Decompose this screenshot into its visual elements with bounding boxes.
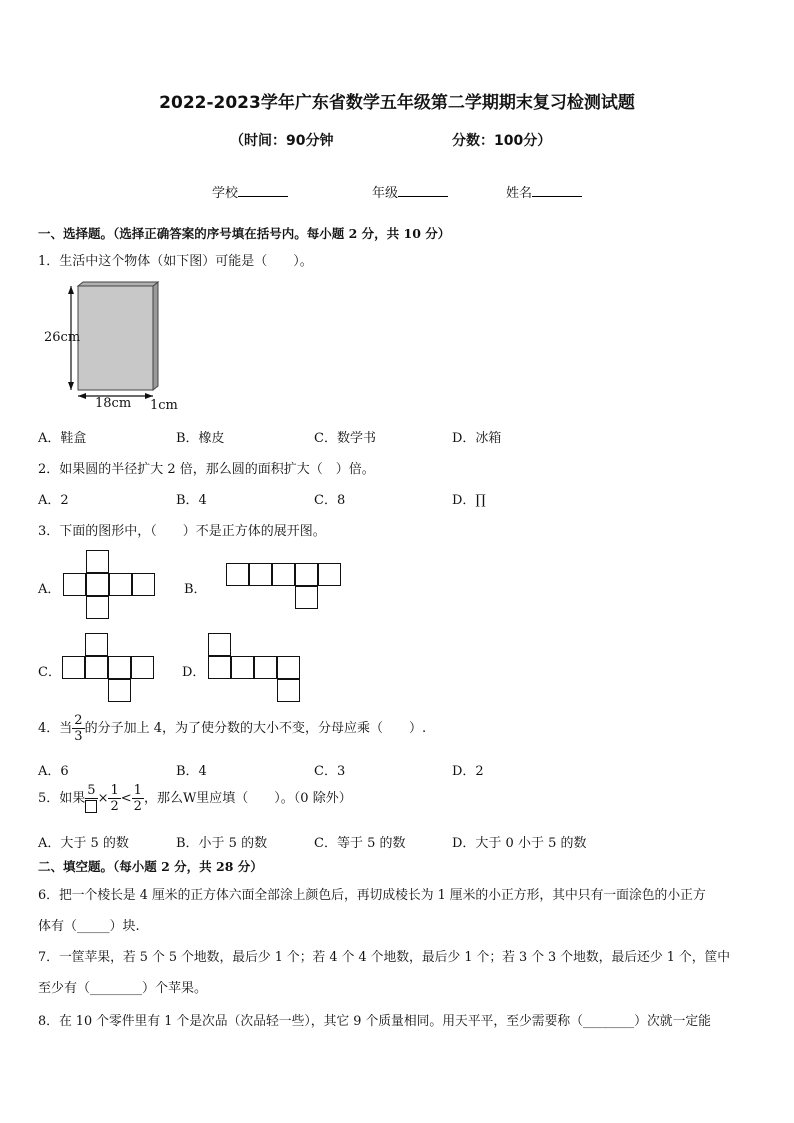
q5-f2-num: 1: [110, 783, 119, 798]
section1-heading: 一、选择题。（选择正确答案的序号填在括号内。每小题 2 分，共 10 分）: [38, 226, 451, 241]
q6-line1: 6．把一个棱长是 4 厘米的正方体六面全部涂上颜色后，再切成棱长为 1 厘米的小正方形，其中只有一面涂色的小正方: [38, 888, 706, 903]
q5-fraction-2: [108, 784, 120, 813]
q5-f3-num: 1: [133, 783, 142, 798]
page-title: 2022-2023学年广东省数学五年级第二学期期末复习检测试题: [159, 93, 635, 113]
q4-option-b[interactable]: B．4: [176, 764, 207, 779]
q1-height-label: 26cm: [44, 330, 81, 345]
school-blank[interactable]: [238, 184, 288, 197]
q5-option-c[interactable]: C．等于 5 的数: [314, 836, 406, 851]
q2-option-c[interactable]: C．8: [314, 493, 346, 508]
exam-time: （时间：90分钟: [230, 133, 334, 149]
q1-width-label: 18cm: [95, 396, 132, 411]
grade-label: 年级: [372, 186, 399, 201]
q5-text: [38, 784, 352, 813]
q5-fraction-1: [85, 784, 97, 813]
q5-f1-num: 5: [87, 783, 96, 798]
q2-option-b[interactable]: B．4: [176, 493, 207, 508]
q1-text: 1．生活中这个物体（如下图）可能是（ ）。: [38, 254, 313, 269]
q1-option-b[interactable]: B．橡皮: [176, 431, 225, 446]
q4-suffix: 的分子加上 4，为了使分数的大小不变，分母应乘（ ）.: [84, 721, 427, 736]
grade-blank[interactable]: [398, 184, 448, 197]
q5-f3-den: 2: [133, 799, 142, 814]
q4-option-a[interactable]: A．6: [38, 764, 69, 779]
q3-net-c[interactable]: [62, 633, 157, 703]
q4-text: [38, 714, 426, 743]
q5-prefix: 5．如果: [38, 791, 86, 806]
q3-net-d[interactable]: [208, 633, 303, 703]
q2-text: 2．如果圆的半径扩大 2 倍，那么圆的面积扩大（ ）倍。: [38, 462, 375, 477]
school-label: 学校: [212, 186, 239, 201]
q5-option-a[interactable]: A．大于 5 的数: [38, 836, 129, 851]
q5-option-d[interactable]: D．大于 0 小于 5 的数: [452, 836, 587, 851]
q5-times: ×: [97, 791, 109, 806]
q3-net-b[interactable]: [226, 563, 346, 611]
q5-less-than: <: [120, 791, 132, 806]
q4-option-d[interactable]: D．2: [452, 764, 484, 779]
q5-suffix: ，那么W里应填（ ）。（0 除外）: [143, 791, 352, 806]
q3-option-d-label[interactable]: D．: [182, 665, 206, 680]
q8-line1: 8．在 10 个零件里有 1 个是次品（次品轻一些），其它 9 个质量相同。用天平平，至少需要称（________）次就一定能: [38, 1014, 711, 1029]
q2-option-a[interactable]: A．2: [38, 493, 69, 508]
q4-frac-den: 3: [74, 729, 83, 744]
q2-option-d[interactable]: D．∏: [452, 493, 486, 508]
q1-option-a[interactable]: A．鞋盒: [38, 431, 87, 446]
q5-blank-box[interactable]: [85, 800, 97, 813]
name-label: 姓名: [506, 186, 533, 201]
name-blank[interactable]: [532, 184, 582, 197]
grade-field: [372, 182, 448, 201]
q4-prefix: 4．当: [38, 721, 73, 736]
exam-score: 分数：100分）: [452, 133, 552, 149]
q3-text: 3．下面的图形中，（ ）不是正方体的展开图。: [38, 524, 326, 539]
q6-line2: 体有（_____）块.: [38, 919, 140, 934]
q1-figure: [38, 280, 188, 415]
name-field: [506, 182, 582, 201]
school-field: [212, 182, 288, 201]
q4-option-c[interactable]: C．3: [314, 764, 346, 779]
q1-option-c[interactable]: C．数学书: [314, 431, 376, 446]
q5-f2-den: 2: [110, 799, 119, 814]
q3-net-a[interactable]: [63, 550, 158, 620]
q7-line1: 7．一筐苹果，若 5 个 5 个地数，最后少 1 个；若 4 个 4 个地数，最后少 1 个；若 3 个 3 个地数，最后还少 1 个，筐中: [38, 950, 731, 965]
q1-depth-label: 1cm: [150, 398, 178, 413]
q4-frac-num: 2: [74, 713, 83, 728]
q1-option-d[interactable]: D．冰箱: [452, 431, 502, 446]
q3-option-c-label[interactable]: C．: [38, 665, 61, 680]
q4-fraction: [72, 714, 84, 743]
q3-option-a-label[interactable]: A．: [38, 582, 61, 597]
section2-heading: 二、填空题。（每小题 2 分，共 28 分）: [38, 859, 263, 874]
q5-option-b[interactable]: B．小于 5 的数: [176, 836, 268, 851]
q5-fraction-3: [132, 784, 144, 813]
q7-line2: 至少有（________）个苹果。: [38, 981, 208, 996]
q3-option-b-label[interactable]: B．: [184, 582, 207, 597]
